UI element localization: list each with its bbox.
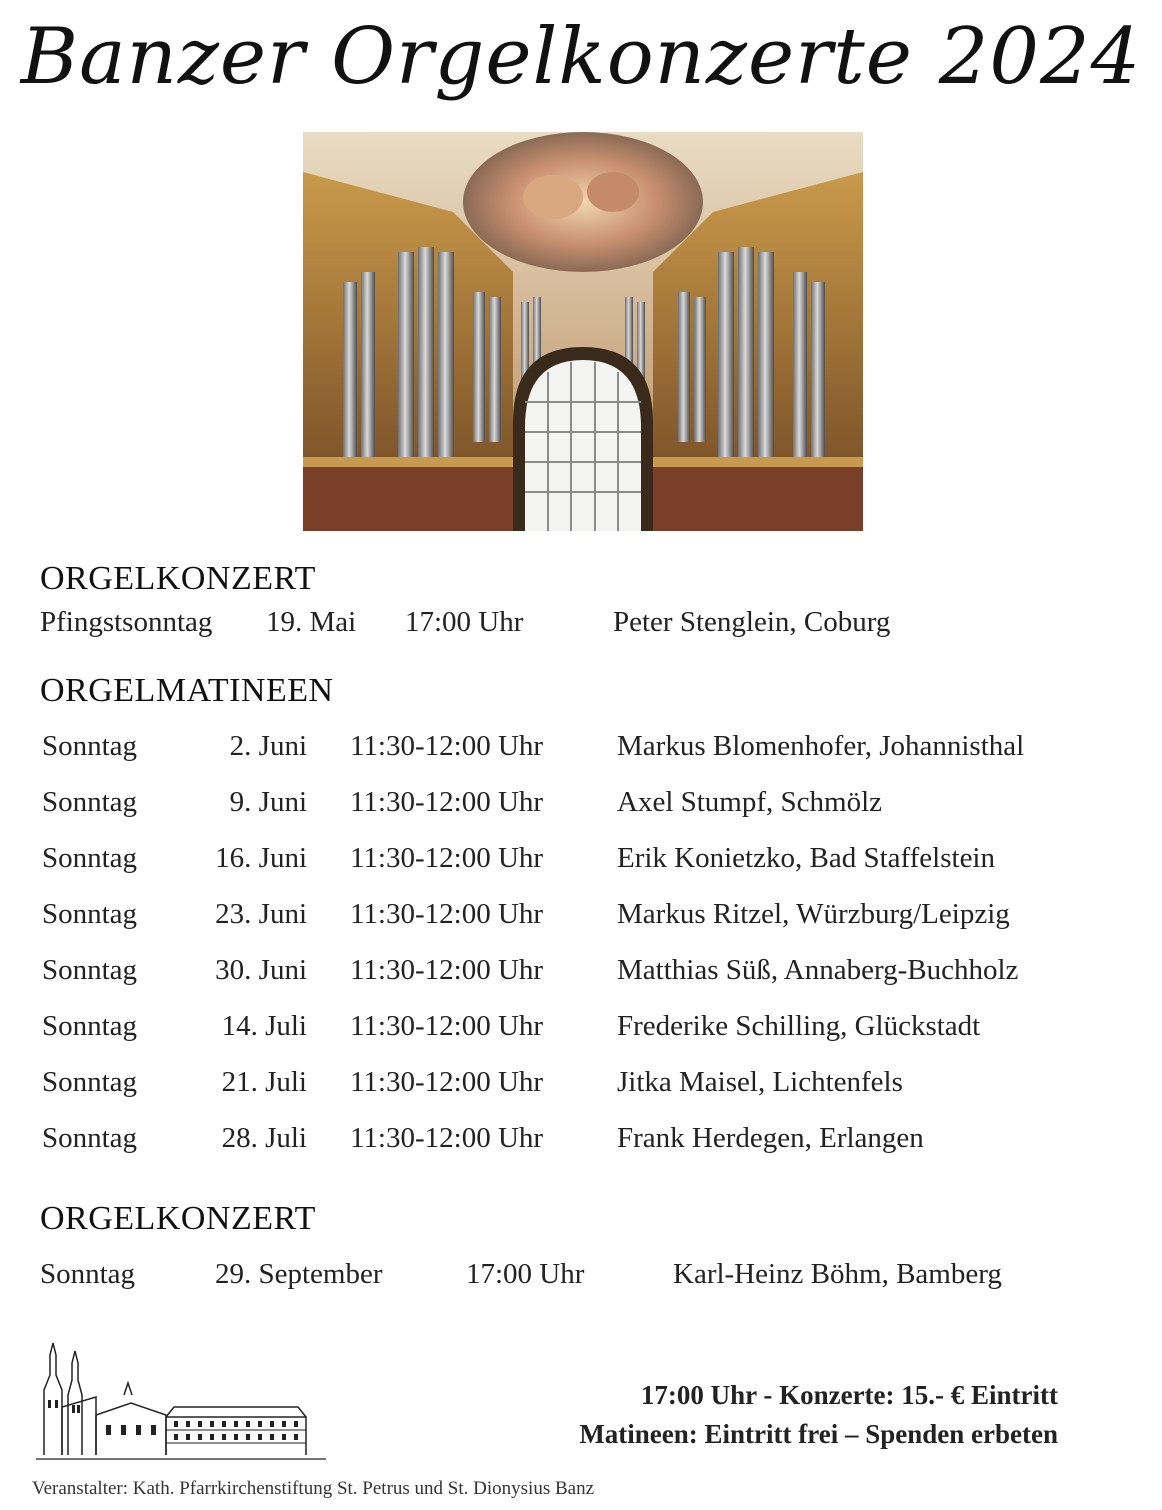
- matinee-row: [0, 730, 1162, 770]
- matinee-row: [0, 1066, 1162, 1106]
- event-date: 2. Juni: [229, 730, 307, 762]
- event-performer: Jitka Maisel, Lichtenfels: [617, 1066, 903, 1098]
- event-time: 17:00 Uhr: [405, 606, 524, 638]
- event-date: 29. September: [215, 1258, 383, 1290]
- section-heading-orgelkonzert-2: ORGELKONZERT: [40, 1200, 316, 1237]
- event-performer: Erik Konietzko, Bad Staffelstein: [617, 842, 995, 874]
- event-performer: Markus Blomenhofer, Johannisthal: [617, 730, 1025, 762]
- page-title: Banzer Orgelkonzerte 2024: [20, 12, 1142, 102]
- event-day: Sonntag: [42, 730, 138, 762]
- event-day: Sonntag: [42, 1122, 138, 1154]
- event-date: 28. Juli: [221, 1122, 307, 1154]
- event-date: 14. Juli: [221, 1010, 307, 1042]
- event-day: Sonntag: [42, 898, 138, 930]
- organizer-line: Veranstalter: Kath. Pfarrkirchenstiftung St. Petrus und St. Dionysius Banz: [32, 1478, 595, 1499]
- event-time: 11:30-12:00 Uhr: [350, 954, 544, 986]
- section-heading-orgelmatineen: ORGELMATINEEN: [40, 672, 334, 709]
- concert-row: [0, 1258, 1162, 1298]
- concert-row: [0, 606, 1162, 646]
- admission-note: 17:00 Uhr - Konzerte: 15.- € Eintritt: [640, 1380, 1058, 1410]
- event-date: 21. Juli: [221, 1066, 307, 1098]
- event-performer: Axel Stumpf, Schmölz: [617, 786, 883, 818]
- event-day: Sonntag: [42, 1010, 138, 1042]
- event-day: Sonntag: [42, 954, 138, 986]
- event-performer: Frederike Schilling, Glückstadt: [617, 1010, 981, 1042]
- matinee-row: [0, 786, 1162, 826]
- event-date: 19. Mai: [266, 606, 357, 638]
- matinee-row: [0, 1122, 1162, 1162]
- event-performer: Frank Herdegen, Erlangen: [617, 1122, 924, 1154]
- matinee-row: [0, 842, 1162, 882]
- event-performer: Karl-Heinz Böhm, Bamberg: [673, 1258, 1002, 1290]
- matinee-row: [0, 954, 1162, 994]
- event-date: 16. Juni: [215, 842, 307, 874]
- event-date: 9. Juni: [229, 786, 307, 818]
- event-day: Sonntag: [42, 786, 138, 818]
- baroque-organ-photo: [303, 132, 863, 531]
- matinee-row: [0, 1010, 1162, 1050]
- event-performer: Peter Stenglein, Coburg: [613, 606, 891, 638]
- matinee-row: [0, 898, 1162, 938]
- event-day: Sonntag: [42, 842, 138, 874]
- event-performer: Markus Ritzel, Würzburg/Leipzig: [617, 898, 1010, 930]
- event-date: 30. Juni: [215, 954, 307, 986]
- event-day: Pfingstsonntag: [40, 606, 213, 638]
- event-time: 11:30-12:00 Uhr: [350, 1122, 544, 1154]
- event-day: Sonntag: [42, 1066, 138, 1098]
- abbey-illustration-icon: [36, 1335, 326, 1471]
- event-time: 11:30-12:00 Uhr: [350, 730, 544, 762]
- matinee-note: Matineen: Eintritt frei – Spenden erbeten: [579, 1419, 1058, 1449]
- event-time: 11:30-12:00 Uhr: [350, 1066, 544, 1098]
- event-time: 11:30-12:00 Uhr: [350, 786, 544, 818]
- event-day: Sonntag: [40, 1258, 136, 1290]
- event-performer: Matthias Süß, Annaberg-Buchholz: [617, 954, 1019, 986]
- event-time: 11:30-12:00 Uhr: [350, 1010, 544, 1042]
- event-time: 17:00 Uhr: [466, 1258, 585, 1290]
- section-heading-orgelkonzert: ORGELKONZERT: [40, 560, 316, 597]
- event-date: 23. Juni: [215, 898, 307, 930]
- event-time: 11:30-12:00 Uhr: [350, 842, 544, 874]
- event-time: 11:30-12:00 Uhr: [350, 898, 544, 930]
